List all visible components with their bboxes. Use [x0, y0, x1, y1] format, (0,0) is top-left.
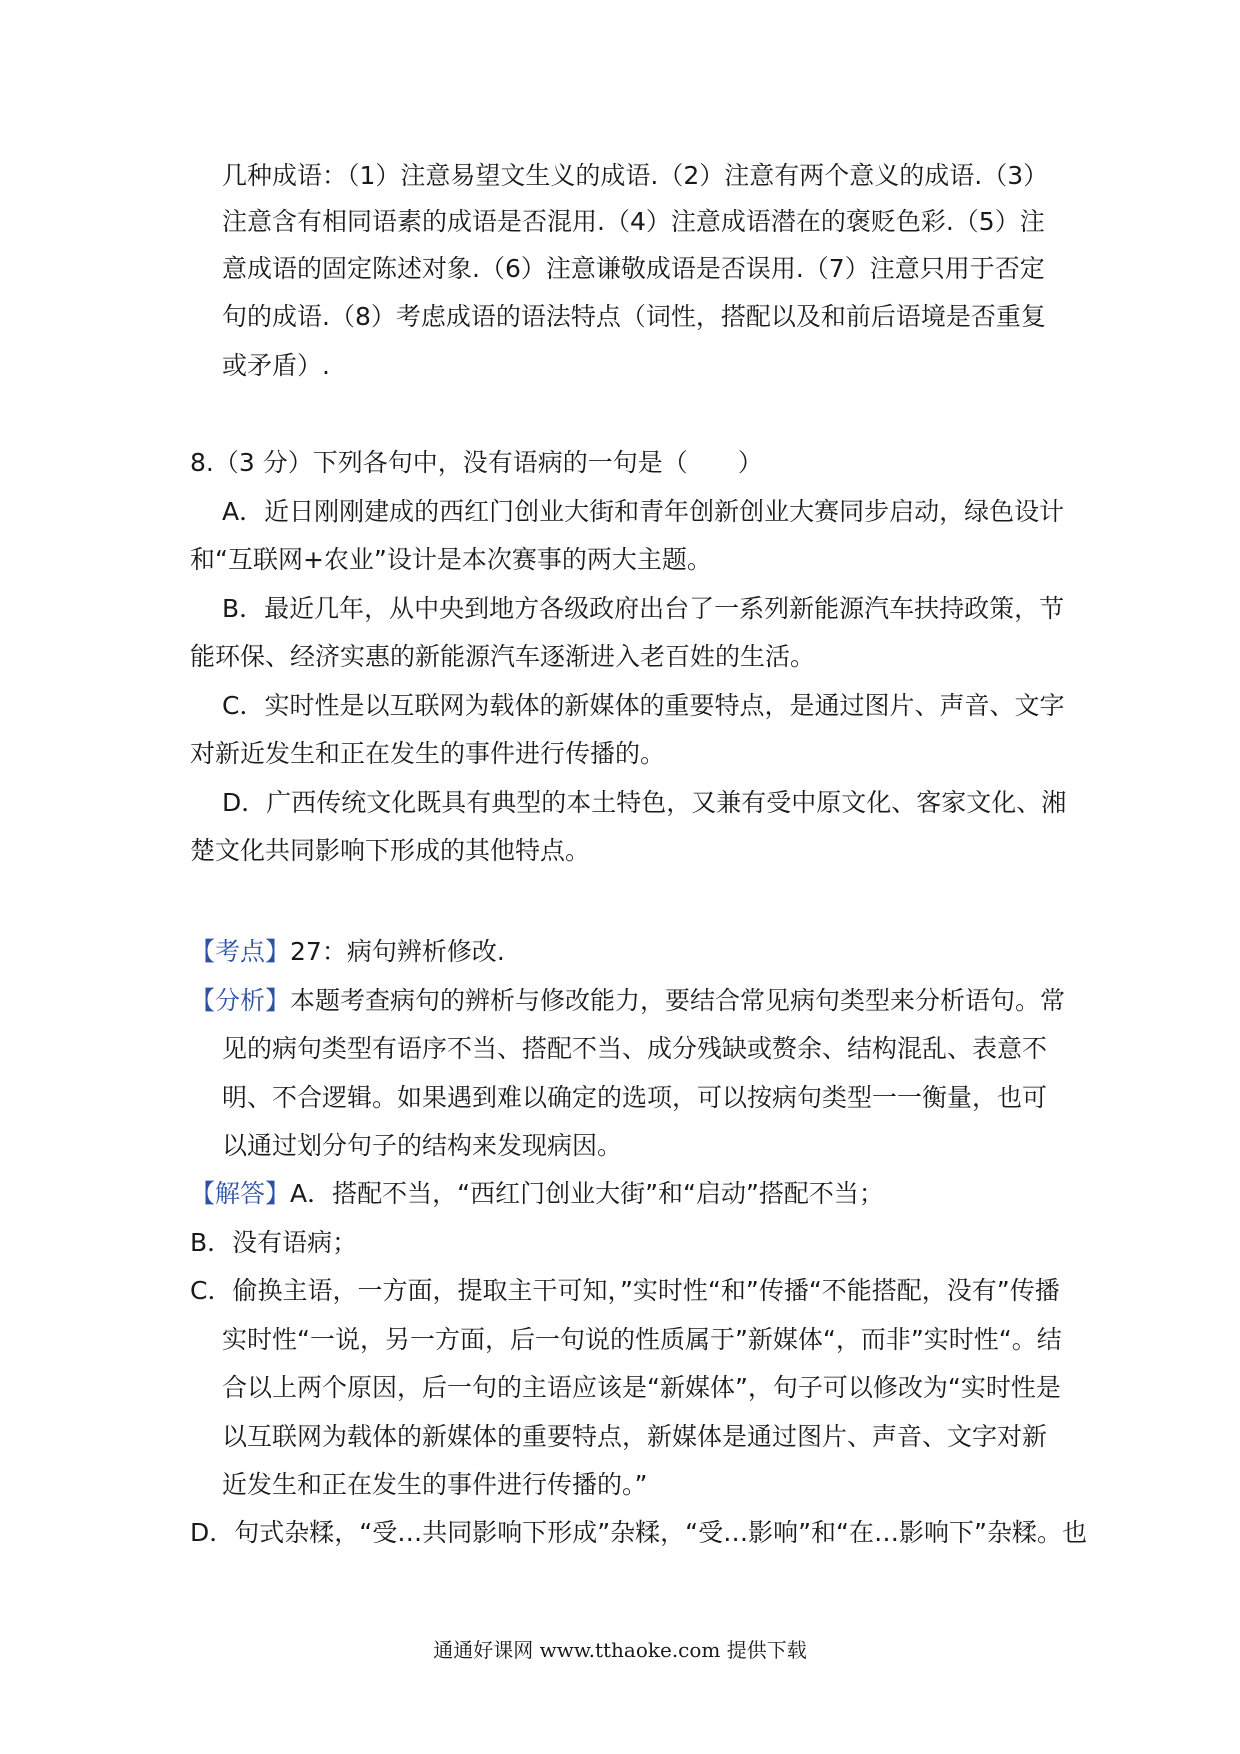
- fenxi-line: 见的病句类型有语序不当、搭配不当、成分残缺或赘余、结构混乱、表意不: [222, 1034, 1048, 1063]
- intro-line: 句的成语.（8）考虑成语的语法特点（词性，搭配以及和前后语境是否重复: [222, 302, 1046, 331]
- jieda-c: C．偷换主语，一方面，提取主干可知，”实时性“和”传播“不能搭配，没有”传播: [190, 1276, 1060, 1305]
- intro-line: 几种成语：（1）注意易望文生义的成语.（2）注意有两个意义的成语.（3）: [222, 161, 1049, 190]
- fenxi-line: 以通过划分句子的结构来发现病因。: [222, 1131, 623, 1160]
- intro-line: 意成语的固定陈述对象.（6）注意谦敬成语是否误用.（7）注意只用于否定: [222, 254, 1045, 283]
- jieda-c-line: 近发生和正在发生的事件进行传播的。”: [222, 1470, 648, 1499]
- jieda-a: A．搭配不当，“西红门创业大街”和“启动”搭配不当；: [290, 1179, 884, 1208]
- kaodian-row: [190, 934, 505, 970]
- intro-line: 注意含有相同语素的成语是否混用.（4）注意成语潜在的褒贬色彩.（5）注: [222, 207, 1045, 236]
- option-line: B．最近几年，从中央到地方各级政府出台了一系列新能源汽车扶持政策，节: [222, 594, 1065, 623]
- fenxi-line: 明、不合逻辑。如果遇到难以确定的选项，可以按病句类型一一衡量，也可: [222, 1083, 1048, 1112]
- option-line: 能环保、经济实惠的新能源汽车逐渐进入老百姓的生活。: [190, 642, 816, 671]
- option-line: 和“互联网+农业”设计是本次赛事的两大主题。: [190, 545, 712, 574]
- jieda-row: [190, 1176, 884, 1212]
- option-line: C．实时性是以互联网为载体的新媒体的重要特点，是通过图片、声音、文字: [222, 691, 1065, 720]
- page-footer: 通通好课网 www.tthaoke.com 提供下载: [433, 1638, 807, 1662]
- jieda-b: B．没有语病；: [190, 1228, 358, 1257]
- option-line: 楚文化共同影响下形成的其他特点。: [190, 836, 591, 865]
- kaodian-text: 27：病句辨析修改.: [290, 937, 505, 966]
- jieda-tag: 【解答】: [190, 1179, 291, 1208]
- fenxi-row: [190, 983, 1065, 1019]
- intro-line: 或矛盾）.: [222, 351, 330, 380]
- jieda-c-line: 以互联网为载体的新媒体的重要特点，新媒体是通过图片、声音、文字对新: [222, 1422, 1048, 1451]
- fenxi-tag: 【分析】: [190, 986, 291, 1015]
- jieda-c-line: 实时性“一说，另一方面，后一句说的性质属于”新媒体“，而非”实时性“。结: [222, 1325, 1062, 1354]
- fenxi-text: 本题考查病句的辨析与修改能力，要结合常见病句类型来分析语句。常: [290, 986, 1066, 1015]
- question-stem: 8.（3 分）下列各句中，没有语病的一句是（ ）: [190, 448, 763, 477]
- option-line: A．近日刚刚建成的西红门创业大街和青年创新创业大赛同步启动，绿色设计: [222, 497, 1065, 526]
- option-line: D．广西传统文化既具有典型的本土特色，又兼有受中原文化、客家文化、湘: [222, 788, 1067, 817]
- kaodian-tag: 【考点】: [190, 937, 291, 966]
- jieda-d: D．句式杂糅，“受…共同影响下形成”杂糅，“受…影响”和“在…影响下”杂糅。也: [190, 1518, 1087, 1547]
- option-line: 对新近发生和正在发生的事件进行传播的。: [190, 739, 666, 768]
- jieda-c-line: 合以上两个原因，后一句的主语应该是“新媒体”，句子可以修改为“实时性是: [222, 1373, 1061, 1402]
